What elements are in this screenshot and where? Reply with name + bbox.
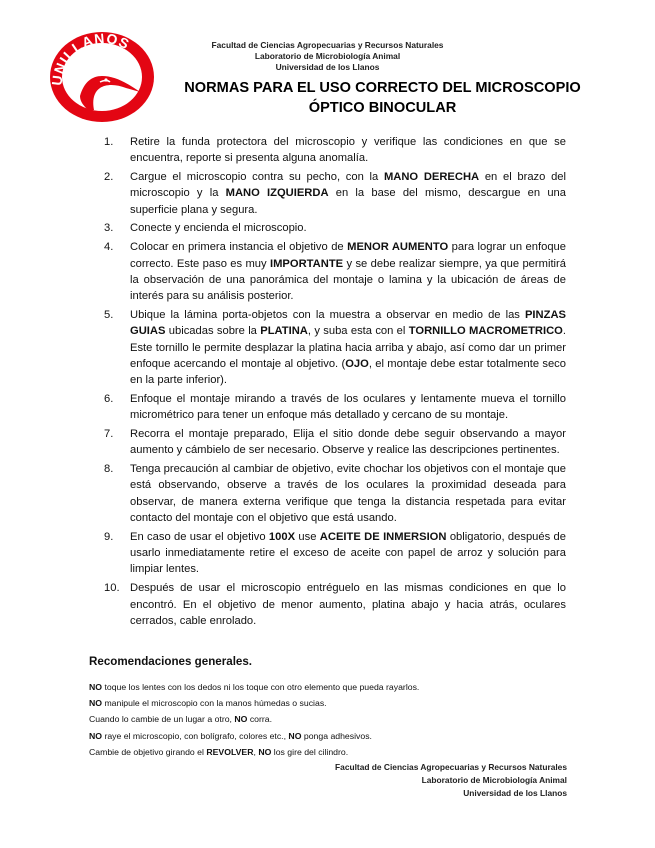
step-number: 3. — [104, 222, 114, 235]
text-run: obligatorio, después de usarlo inmediatamente retire el exceso de aceite con papel de arroz y solución para limpiar lentes. — [130, 530, 566, 576]
text-run: , — [253, 746, 259, 757]
header-line: Laboratorio de Microbiología Animal — [254, 51, 401, 62]
header-line: Facultad de Ciencias Agropecuarias y Recursos Naturales — [211, 40, 444, 50]
header-institution — [0, 40, 655, 74]
step-text — [130, 529, 566, 578]
emphasis-text: NO — [288, 730, 302, 741]
emphasis-text: ACEITE DE INMERSION — [319, 530, 447, 543]
step-number: 2. — [104, 171, 114, 184]
header-line: Universidad de los Llanos — [275, 62, 380, 73]
text-run: toque los lentes con los dedos ni los toque con otro elemento que pueda rayarlos. — [102, 682, 420, 692]
step-text — [130, 239, 566, 304]
instruction-step — [104, 461, 566, 526]
step-number: 4. — [104, 241, 114, 254]
text-run: Conecte y encienda el microscopio. — [130, 222, 307, 235]
emphasis-text: OJO — [345, 357, 369, 370]
title-line-1: NORMAS PARA EL USO CORRECTO DEL MICROSCOPIO — [184, 80, 581, 96]
step-number: 5. — [104, 308, 114, 321]
instruction-step — [104, 391, 566, 424]
footer-line: Universidad de los Llanos — [463, 787, 567, 798]
step-text — [130, 461, 566, 526]
text-run: En caso de usar el objetivo — [130, 530, 269, 543]
recommendation-item — [89, 728, 589, 744]
emphasis-text: 100X — [268, 530, 296, 543]
step-number: 1. — [104, 136, 114, 148]
emphasis-text: NO — [89, 730, 103, 741]
step-number: 9. — [104, 530, 114, 543]
instruction-step — [104, 239, 566, 304]
text-run: Después de usar el microscopio entréguelo en las mismas condiciones en que lo encontró. En el objetivo de menor aumento, platina abajo y hacia atrás, oculares cerrados, cable enrolado. — [130, 582, 566, 627]
instruction-step — [104, 134, 566, 167]
recommendation-item — [89, 679, 589, 695]
text-run: corra. — [247, 714, 273, 725]
step-number: 7. — [104, 428, 114, 441]
step-number: 8. — [104, 463, 114, 476]
emphasis-text: PINZAS GUIAS — [130, 308, 566, 338]
text-run: para lograr un enfoque correcto. Este paso es muy — [130, 241, 566, 270]
text-run: Colocar en primera instancia el objetivo de — [130, 241, 348, 254]
step-text — [130, 426, 566, 459]
recommendations-list — [89, 679, 589, 760]
text-run: Cargue el microscopio contra su pecho, con la — [130, 171, 384, 184]
footer-line: Laboratorio de Microbiología Animal — [421, 774, 567, 785]
text-run: Retire la funda protectora del microscopio y verifique las condiciones en que se encuentra, reporte si presenta alguna anomalía. — [130, 136, 566, 165]
text-run: y se debe realizar siempre, ya que permitirá la observación de una panorámica del montaje o lamina y la ubicación de áreas de interés para su análisis posterior. — [130, 257, 566, 303]
emphasis-text: REVOLVER — [206, 746, 254, 757]
text-run: Cambie de objetivo girando el — [89, 746, 207, 757]
instruction-step — [104, 169, 566, 218]
instruction-step — [104, 529, 566, 578]
text-run: , y suba esta con el — [307, 325, 409, 338]
text-run: ubicadas sobre la — [165, 325, 261, 338]
title-line-2: ÓPTICO BINOCULAR — [308, 99, 457, 116]
step-text — [130, 307, 566, 388]
step-number: 6. — [104, 392, 114, 405]
text-run: Recorra el montaje preparado, Elija el sitio donde debe seguir observando a mayor aumento y cámbielo de ser necesario. Observe y realice las descripciones pertinentes. — [130, 428, 566, 457]
emphasis-text: PLATINA — [260, 325, 308, 338]
recommendation-item — [89, 711, 589, 727]
text-run: , el montaje debe estar totalmente seco en la parte inferior). — [130, 357, 566, 387]
document-title — [110, 79, 655, 118]
text-run: use — [295, 530, 320, 543]
text-run: Tenga precaución al cambiar de objetivo, evite chochar los objetivos con el montaje que está observando, observe a través de los oculares la proximidad deseada para observar, de manera externa verifique que tenga la distancia respetada para evitar contacto del montaje con el objetivo que está usando. — [130, 463, 566, 525]
step-text — [130, 391, 566, 424]
recommendation-item — [89, 744, 589, 760]
text-run: en la base del mismo, descargue en una superficie plana y segura. — [130, 187, 567, 216]
text-run: Cuando lo cambie de un lugar a otro, — [89, 714, 235, 725]
step-text — [130, 220, 566, 236]
step-text — [130, 580, 566, 629]
step-number: 10. — [104, 582, 120, 595]
text-run: los gire del cilindro. — [271, 746, 349, 757]
instruction-step — [104, 307, 566, 388]
text-run: Ubique la lámina porta-objetos con la muestra a observar en medio de las — [130, 308, 525, 321]
svg-text:UNILLANOS: UNILLANOS — [48, 30, 133, 87]
instruction-step — [104, 220, 566, 236]
emphasis-text: NO — [234, 714, 248, 725]
emphasis-text: IMPORTANTE — [269, 257, 344, 270]
emphasis-text: MANO DERECHA — [383, 171, 480, 184]
emphasis-text: MANO IZQUIERDA — [225, 187, 329, 200]
text-run: Enfoque el montaje mirando a través de los oculares y lentamente mueva el tornillo micrométrico para tener un enfoque más detallado y cercano de su montaje. — [130, 392, 566, 422]
footer-line: Facultad de Ciencias Agropecuarias y Recursos Naturales — [335, 762, 567, 772]
text-run: manipule el microscopio con la manos húmedas o sucias. — [102, 698, 327, 709]
emphasis-text: NO — [258, 746, 272, 757]
instructions-list — [104, 134, 566, 632]
emphasis-text: TORNILLO MACROMETRICO — [408, 325, 563, 338]
emphasis-text: NO — [89, 698, 103, 709]
text-run: . Este tornillo le permite desplazar la platina hacia arriba y abajo, así como dar un primer enfoque acercando el montaje al objetivo. ( — [130, 325, 566, 370]
emphasis-text: MENOR AUMENTO — [347, 241, 449, 254]
step-text — [130, 134, 566, 167]
recommendations-title: Recomendaciones generales. — [89, 655, 253, 668]
emphasis-text: NO — [89, 682, 103, 692]
instruction-step — [104, 426, 566, 459]
text-run: en el brazo del microscopio y la — [130, 171, 567, 200]
instruction-step — [104, 580, 566, 629]
step-text — [130, 169, 566, 218]
text-run: raye el microscopio, con bolígrafo, colores etc., — [102, 730, 289, 741]
recommendation-item — [89, 695, 589, 711]
text-run: ponga adhesivos. — [301, 730, 372, 741]
footer-institution — [335, 761, 567, 799]
